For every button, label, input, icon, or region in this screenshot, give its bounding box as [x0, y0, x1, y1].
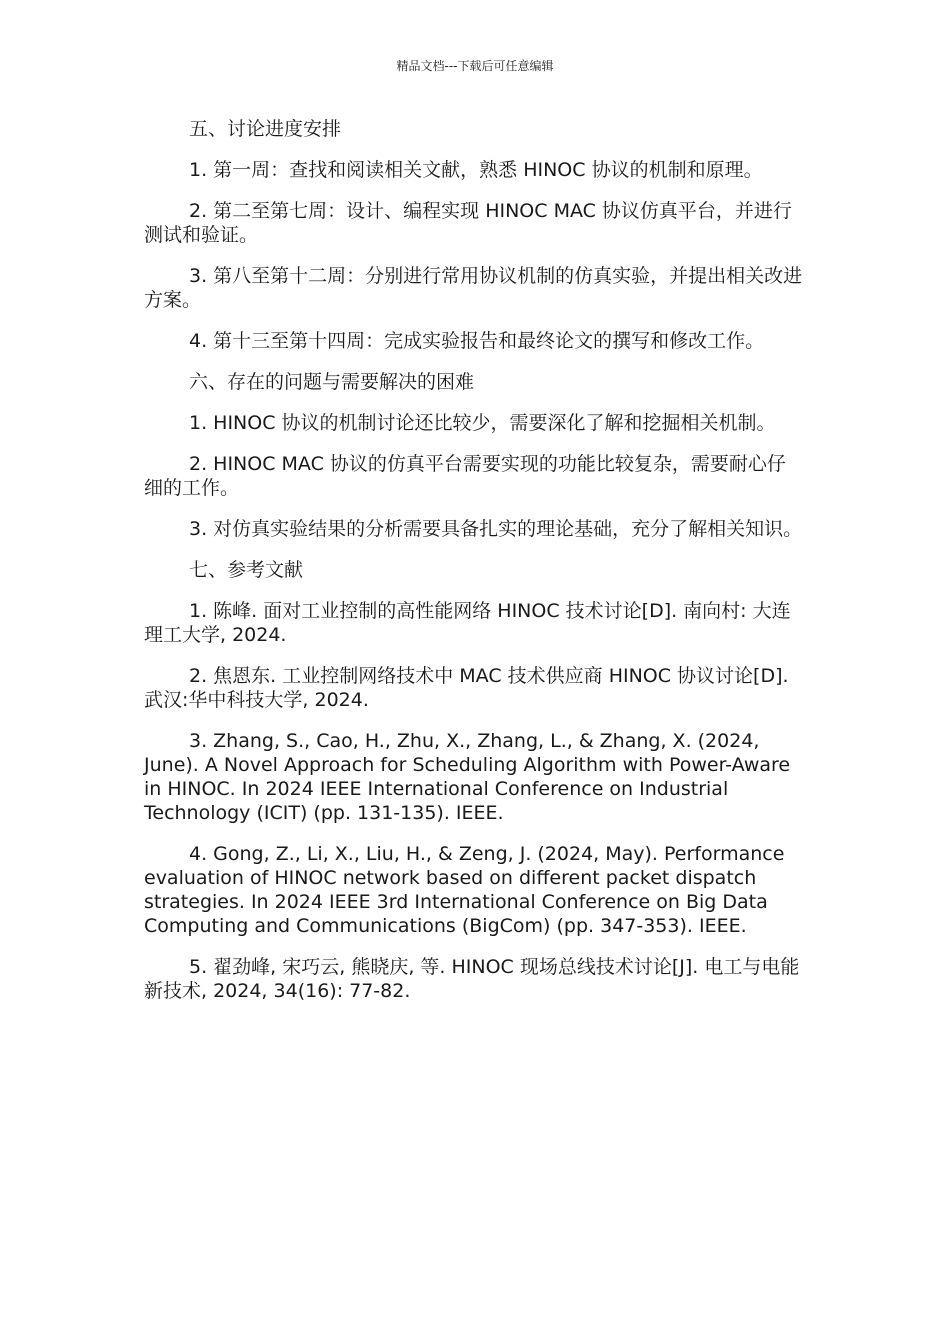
schedule-item-4: 4. 第十三至第十四周：完成实验报告和最终论文的撰写和修改工作。 — [189, 330, 765, 352]
schedule-item-2: 2. 第二至第七周：设计、编程实现 HINOC MAC 协议仿真平台，并进行测试和验证。 — [144, 200, 792, 246]
document-body — [144, 114, 804, 1003]
problem-item-1: 1. HINOC 协议的机制讨论还比较少，需要深化了解和挖掘相关机制。 — [189, 412, 776, 434]
reference-item-5: 5. 翟劲峰, 宋巧云, 熊晓庆, 等. HINOC 现场总线技术讨论[J]. 电工与电能新技术, 2024, 34(16): 77-82. — [144, 956, 800, 1002]
reference-item-3: 3. Zhang, S., Cao, H., Zhu, X., Zhang, L., & Zhang, X. (2024, June). A Novel Approach for Scheduling Algorithm with Power-Aware in HINOC. In 2024 IEEE International Conference on Industrial Technology (ICIT) (pp. 131-135). IEEE. — [144, 730, 791, 824]
page-header: 精品文档---下载后可任意编辑 — [396, 59, 554, 73]
reference-item-4: 4. Gong, Z., Li, X., Liu, H., & Zeng, J. (2024, May). Performance evaluation of HINOC network based on different packet dispatch strategies. In 2024 IEEE 3rd International Conference on Big Data Computing and Communications (BigCom) (pp. 347-353). IEEE. — [144, 843, 785, 937]
section-heading-problems: 六、存在的问题与需要解决的困难 — [189, 371, 475, 393]
problem-item-2: 2. HINOC MAC 协议的仿真平台需要实现的功能比较复杂，需要耐心仔细的工作。 — [144, 453, 786, 499]
schedule-item-3: 3. 第八至第十二周：分别进行常用协议机制的仿真实验，并提出相关改进方案。 — [144, 265, 803, 311]
schedule-item-1: 1. 第一周：查找和阅读相关文献，熟悉 HINOC 协议的机制和原理。 — [189, 159, 763, 181]
section-heading-references: 七、参考文献 — [189, 559, 304, 581]
section-heading-schedule: 五、讨论进度安排 — [189, 118, 342, 140]
problem-item-3: 3. 对仿真实验结果的分析需要具备扎实的理论基础，充分了解相关知识。 — [189, 518, 803, 540]
reference-item-1: 1. 陈峰. 面对工业控制的高性能网络 HINOC 技术讨论[D]. 南向村: 大连理工大学, 2024. — [144, 600, 791, 646]
reference-item-2: 2. 焦恩东. 工业控制网络技术中 MAC 技术供应商 HINOC 协议讨论[D]. 武汉:华中科技大学, 2024. — [144, 665, 789, 711]
